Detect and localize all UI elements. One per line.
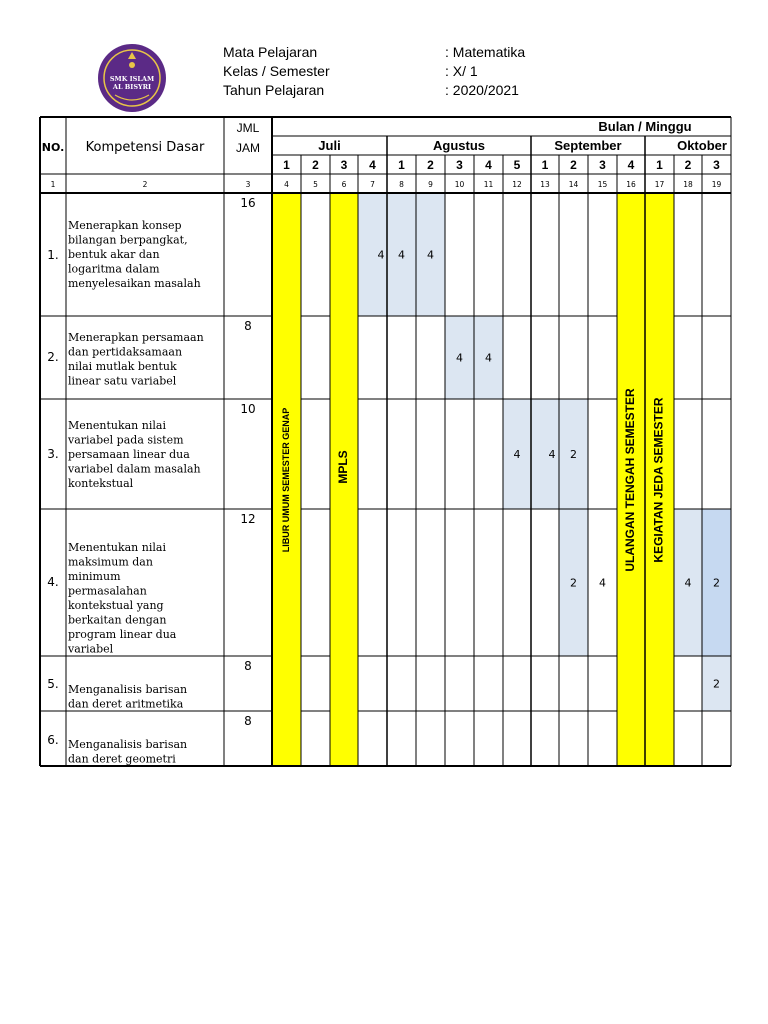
value-cell: 4	[599, 576, 606, 590]
col-number-4: 4	[284, 180, 289, 189]
kd-text-1: bilangan berpangkat,	[68, 233, 188, 247]
vertical-label-uts: ULANGAN TENGAH SEMESTER	[623, 388, 638, 572]
kd-text-3: kontekstual	[68, 477, 134, 490]
kd-text-6: Menganalisis barisan	[68, 738, 188, 751]
col-number-2: 2	[142, 180, 148, 189]
kd-text-4: kontekstual yang	[68, 599, 164, 612]
col-header-kd: Kompetensi Dasar	[85, 140, 205, 155]
col-number-19: 19	[711, 180, 722, 189]
value-cell: 4	[513, 448, 521, 461]
month-1: Agustus	[433, 138, 485, 153]
row-no-4: 4.	[47, 575, 59, 589]
jam-5: 8	[244, 659, 252, 673]
col-number-13: 13	[540, 180, 550, 189]
value-cell: 4	[548, 448, 556, 461]
col-number-16: 16	[626, 180, 636, 189]
col-number-3: 3	[245, 180, 251, 189]
week-13: 1	[656, 158, 663, 172]
week-3: 4	[369, 158, 376, 172]
col-header-jml: JML	[236, 121, 260, 135]
kd-text-5: Menganalisis barisan	[68, 683, 188, 696]
week-14: 2	[684, 158, 692, 172]
row-no-1: 1.	[47, 248, 59, 262]
kd-text-2: linear satu variabel	[68, 374, 177, 388]
col-number-5: 5	[313, 180, 318, 189]
col-number-8: 8	[399, 180, 404, 189]
col-number-6: 6	[341, 180, 347, 189]
kd-text-2: dan pertidaksamaan	[68, 345, 183, 359]
col-number-12: 12	[512, 180, 522, 189]
week-4: 1	[398, 158, 405, 172]
jam-3: 10	[240, 402, 256, 416]
col-number-17: 17	[654, 180, 665, 189]
kd-text-4: variabel	[68, 642, 114, 656]
jam-4: 12	[240, 512, 256, 526]
week-11: 3	[599, 158, 606, 172]
month-2: September	[554, 138, 622, 153]
week-6: 3	[456, 158, 463, 172]
week-5: 2	[427, 158, 434, 172]
kd-text-4: minimum	[68, 570, 121, 583]
kd-text-5: dan deret aritmetika	[68, 697, 184, 711]
kd-text-6: dan deret geometri	[68, 752, 176, 766]
kd-text-4: berkaitan dengan	[68, 613, 167, 627]
week-7: 4	[485, 158, 492, 172]
kd-text-2: Menerapkan persamaan	[68, 331, 204, 344]
field-label-subject: Mata Pelajaran	[223, 44, 318, 60]
col-number-10: 10	[454, 180, 465, 189]
bulan-minggu-label: Bulan / Minggu	[598, 119, 692, 134]
kd-text-1: menyelesaikan masalah	[68, 277, 201, 290]
vertical-label-mpls: MPLS	[336, 450, 351, 484]
field-value-year: : 2020/2021	[445, 82, 519, 98]
kd-text-4: Menentukan nilai	[68, 541, 166, 554]
value-cell: 4	[684, 576, 692, 590]
vertical-label-jeda: KEGIATAN JEDA SEMESTER	[651, 397, 666, 563]
week-15: 3	[713, 158, 720, 172]
col-number-7: 7	[370, 180, 375, 189]
value-cell: 2	[570, 448, 577, 461]
kd-text-3: Menentukan nilai	[68, 419, 166, 432]
col-number-15: 15	[597, 180, 608, 189]
logo-text-2: AL BISYRI	[112, 83, 152, 91]
kd-text-3: variabel pada sistem	[68, 433, 184, 447]
kd-text-4: permasalahan	[68, 584, 147, 598]
week-9: 1	[541, 158, 549, 172]
kd-text-1: logaritma dalam	[68, 262, 160, 276]
week-1: 2	[312, 158, 319, 172]
col-number-18: 18	[683, 180, 693, 189]
week-10: 2	[570, 158, 577, 172]
value-cell: 4	[398, 248, 405, 262]
field-value-class: : X/ 1	[445, 63, 478, 79]
value-cell: 4	[377, 248, 385, 262]
kd-text-1: Menerapkan konsep	[68, 219, 182, 232]
week-2: 3	[340, 158, 348, 172]
col-number-1: 1	[50, 180, 56, 189]
logo-text-1: SMK ISLAM	[109, 75, 155, 83]
week-0: 1	[283, 158, 290, 172]
col-number-9: 9	[428, 180, 433, 189]
row-no-5: 5.	[47, 677, 59, 691]
value-cell: 4	[427, 248, 434, 262]
kd-text-4: program linear dua	[68, 628, 177, 641]
value-cell: 4	[456, 351, 463, 365]
col-header-jam: JAM	[236, 141, 260, 155]
kd-text-3: persamaan linear dua	[68, 448, 190, 461]
col-header-no: NO.	[41, 141, 65, 154]
value-cell: 2	[713, 576, 720, 590]
vertical-label-libur: LIBUR UMUM SEMESTER GENAP	[280, 407, 291, 553]
field-value-subject: : Matematika	[445, 44, 526, 60]
value-cell: 2	[713, 677, 720, 691]
row-no-6: 6.	[47, 733, 59, 747]
col-number-11: 11	[483, 180, 494, 189]
value-cell: 2	[570, 576, 577, 590]
row-no-3: 3.	[47, 447, 59, 461]
month-0: Juli	[318, 138, 341, 153]
jam-2: 8	[244, 319, 252, 333]
jam-6: 8	[244, 714, 252, 728]
kd-text-4: maksimum dan	[68, 555, 153, 569]
kd-text-1: bentuk akar dan	[68, 248, 160, 261]
week-12: 4	[627, 158, 635, 172]
month-3: Oktober	[677, 138, 727, 153]
jam-1: 16	[240, 196, 256, 210]
field-label-class: Kelas / Semester	[223, 63, 330, 79]
field-label-year: Tahun Pelajaran	[223, 82, 325, 98]
value-cell: 4	[485, 351, 492, 365]
week-8: 5	[513, 158, 521, 172]
kd-text-3: variabel dalam masalah	[68, 462, 201, 476]
row-no-2: 2.	[47, 350, 59, 364]
kd-text-2: nilai mutlak bentuk	[68, 360, 177, 373]
col-number-14: 14	[568, 180, 579, 189]
